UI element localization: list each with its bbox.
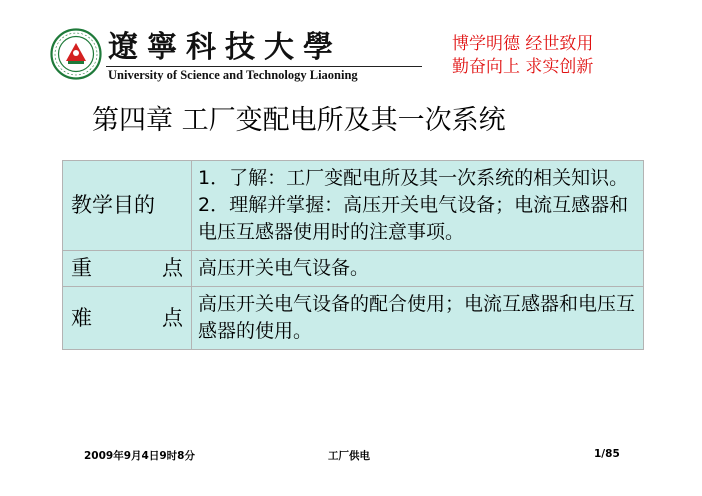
footer-date: 2009年9月4日9时8分 [84, 450, 195, 462]
objective-line-1: 1．了解：工厂变配电所及其一次系统的相关知识。 [198, 167, 629, 189]
footer-course: 工厂供电 [328, 450, 370, 462]
objective-line-2: 2．理解并掌握：高压开关电气设备；电流互感器和电压互感器使用时的注意事项。 [198, 194, 629, 243]
table-row [63, 251, 644, 287]
university-name-english: University of Science and Technology Liaoning [108, 68, 358, 82]
teaching-objectives-table [62, 160, 644, 350]
header-divider [106, 66, 422, 67]
row-label-objectives: 教学目的 [63, 161, 192, 251]
row-content-key-points [192, 251, 644, 287]
motto-line-1: 博学明德 经世致用 [452, 34, 594, 54]
university-motto [452, 33, 652, 79]
difficulty-line: 高压开关电气设备的配合使用；电流互感器和电压互感器的使用。 [198, 293, 636, 342]
row-label-key-points: 重 点 [63, 251, 192, 287]
table-row [63, 287, 644, 350]
motto-line-2: 勤奋向上 求实创新 [452, 57, 594, 77]
row-content-difficulties [192, 287, 644, 350]
row-content-objectives [192, 161, 644, 251]
table-row [63, 161, 644, 251]
footer-page-number: 1/85 [594, 448, 620, 460]
row-label-difficulties: 难 点 [63, 287, 192, 350]
key-point-line: 高压开关电气设备。 [198, 257, 370, 279]
slide-title: 第四章 工厂变配电所及其一次系统 [92, 105, 506, 136]
university-seal-icon [50, 28, 102, 80]
university-name-chinese: 遼寧科技大學 [108, 30, 342, 65]
university-logo [50, 28, 102, 80]
